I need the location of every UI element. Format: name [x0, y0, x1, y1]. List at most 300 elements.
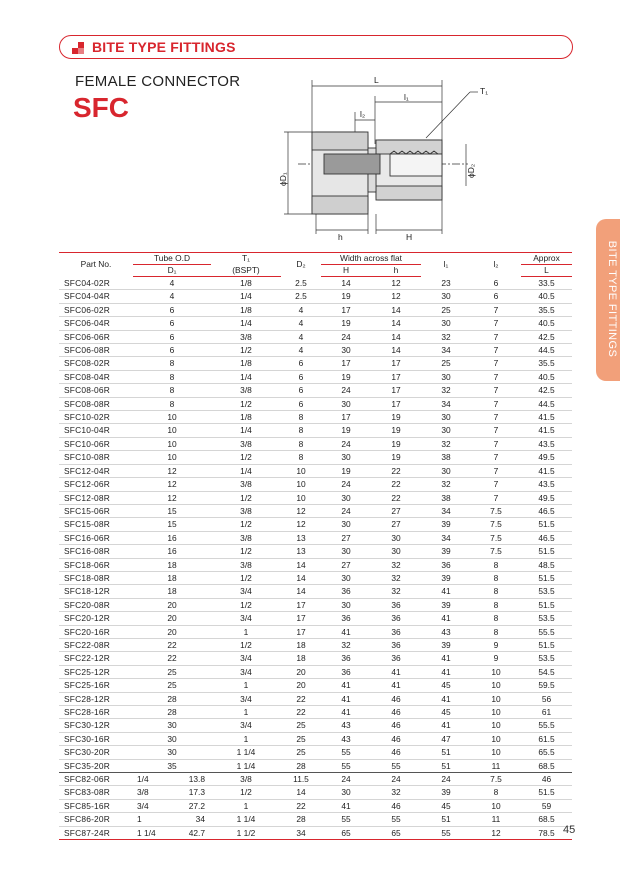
table-row	[59, 451, 572, 464]
table-cell: 3/8	[211, 478, 281, 491]
table-cell: 24	[321, 504, 371, 517]
table-cell: 41	[321, 799, 371, 812]
table-cell: 10	[471, 692, 521, 705]
table-cell: 7	[471, 437, 521, 450]
table-cell: 19	[321, 464, 371, 477]
table-cell: 14	[371, 344, 421, 357]
table-cell: 59	[521, 799, 572, 812]
table-cell: 7.5	[471, 518, 521, 531]
table-cell: 41	[321, 679, 371, 692]
table-cell: 8	[281, 411, 321, 424]
dim-l2-label: l₂	[360, 109, 366, 119]
table-cell: 30	[321, 344, 371, 357]
table-cell: 46	[371, 692, 421, 705]
table-cell: 14	[281, 786, 321, 799]
table-cell: 41	[421, 652, 471, 665]
section-header	[59, 35, 573, 59]
table-row	[59, 545, 572, 558]
table-cell: 8	[133, 357, 211, 370]
table-cell: 6	[133, 344, 211, 357]
table-cell: 10	[471, 706, 521, 719]
table-cell: 3/8	[211, 330, 281, 343]
table-cell: 53.5	[521, 652, 572, 665]
table-cell: 2.5	[281, 290, 321, 303]
table-row	[59, 706, 572, 719]
table-cell: 8	[281, 424, 321, 437]
part-number-cell: SFC83-08R	[59, 786, 133, 799]
col-tube-od: Tube O.D	[133, 253, 211, 265]
table-cell: 20	[133, 612, 211, 625]
table-row	[59, 491, 572, 504]
table-cell: 25	[281, 746, 321, 759]
table-row	[59, 424, 572, 437]
table-cell: 30	[133, 746, 211, 759]
table-cell: 46	[371, 746, 421, 759]
table-cell: 38	[421, 451, 471, 464]
table-cell: 46	[521, 773, 572, 786]
table-cell: 6	[281, 384, 321, 397]
part-number-cell: SFC08-04R	[59, 370, 133, 383]
table-cell: 55.5	[521, 719, 572, 732]
table-cell: 1/8	[211, 277, 281, 290]
dim-l1-label: l₁	[404, 92, 409, 102]
col-d1: D₁	[133, 265, 211, 277]
table-cell: 3/4	[211, 692, 281, 705]
table-cell: 19	[371, 411, 421, 424]
table-cell: 22	[281, 706, 321, 719]
table-cell: 1/8	[211, 303, 281, 316]
part-number-cell: SFC20-08R	[59, 598, 133, 611]
table-cell: 45	[421, 799, 471, 812]
table-cell: 27	[371, 518, 421, 531]
table-cell: 40.5	[521, 290, 572, 303]
table-cell: 3/4	[211, 719, 281, 732]
table-cell: 4	[281, 317, 321, 330]
part-number-cell: SFC18-06R	[59, 558, 133, 571]
table-cell: 28	[281, 813, 321, 826]
table-cell: 24	[321, 437, 371, 450]
table-cell: 7	[471, 344, 521, 357]
col-approx: Approx	[521, 253, 572, 265]
part-number-cell: SFC20-12R	[59, 612, 133, 625]
table-cell: 11	[471, 759, 521, 772]
table-cell: 12	[371, 290, 421, 303]
table-row	[59, 598, 572, 611]
table-cell: 1	[133, 813, 171, 826]
table-cell: 7.5	[471, 531, 521, 544]
table-cell: 14	[281, 585, 321, 598]
table-cell: 2.5	[281, 277, 321, 290]
table-cell: 40.5	[521, 370, 572, 383]
table-cell: 3/8	[211, 773, 281, 786]
table-cell: 1 1/4	[211, 759, 281, 772]
table-cell: 41	[321, 625, 371, 638]
table-cell: 8	[471, 625, 521, 638]
part-number-cell: SFC86-20R	[59, 813, 133, 826]
table-cell: 17	[371, 397, 421, 410]
table-row	[59, 679, 572, 692]
table-row	[59, 303, 572, 316]
table-cell: 30	[321, 545, 371, 558]
table-cell: 51.5	[521, 598, 572, 611]
table-cell: 36	[321, 585, 371, 598]
table-cell: 7	[471, 411, 521, 424]
table-row	[59, 786, 572, 799]
table-cell: 1/4	[211, 424, 281, 437]
table-row	[59, 799, 572, 812]
table-cell: 6	[281, 357, 321, 370]
table-cell: 1/2	[211, 571, 281, 584]
table-row	[59, 732, 572, 745]
table-cell: 32	[421, 384, 471, 397]
table-cell: 43.5	[521, 437, 572, 450]
table-cell: 17	[371, 370, 421, 383]
part-number-cell: SFC25-16R	[59, 679, 133, 692]
table-cell: 30	[421, 411, 471, 424]
table-cell: 45	[421, 679, 471, 692]
table-cell: 1/2	[211, 518, 281, 531]
part-number-cell: SFC85-16R	[59, 799, 133, 812]
table-cell: 41.5	[521, 464, 572, 477]
table-cell: 22	[133, 652, 211, 665]
table-cell: 55	[371, 813, 421, 826]
table-cell: 19	[321, 370, 371, 383]
table-cell: 30	[321, 598, 371, 611]
table-row	[59, 478, 572, 491]
part-number-cell: SFC08-06R	[59, 384, 133, 397]
part-number-cell: SFC12-08R	[59, 491, 133, 504]
table-cell: 12	[133, 478, 211, 491]
table-cell: 4	[133, 277, 211, 290]
table-row	[59, 692, 572, 705]
table-cell: 6	[281, 397, 321, 410]
part-number-cell: SFC18-08R	[59, 571, 133, 584]
dim-D1-label: ϕD₁	[278, 172, 288, 186]
table-cell: 3/8	[211, 504, 281, 517]
table-cell: 20	[133, 625, 211, 638]
table-cell: 43	[321, 732, 371, 745]
table-cell: 33.5	[521, 277, 572, 290]
table-cell: 7.5	[471, 773, 521, 786]
table-cell: 18	[281, 652, 321, 665]
table-row	[59, 571, 572, 584]
table-cell: 35.5	[521, 357, 572, 370]
table-cell: 1 1/4	[211, 746, 281, 759]
table-cell: 55	[321, 759, 371, 772]
table-cell: 45	[421, 706, 471, 719]
table-cell: 18	[281, 638, 321, 651]
table-cell: 51.5	[521, 545, 572, 558]
table-cell: 51.5	[521, 518, 572, 531]
table-cell: 65	[321, 826, 371, 839]
part-number-cell: SFC20-16R	[59, 625, 133, 638]
table-cell: 46	[371, 706, 421, 719]
table-cell: 10	[281, 491, 321, 504]
table-row	[59, 625, 572, 638]
table-cell: 24	[321, 330, 371, 343]
table-cell: 61.5	[521, 732, 572, 745]
table-cell: 51.5	[521, 786, 572, 799]
table-cell: 17	[321, 411, 371, 424]
table-cell: 18	[133, 571, 211, 584]
table-cell: 3/4	[211, 612, 281, 625]
table-cell: 10	[471, 746, 521, 759]
table-cell: 41	[321, 706, 371, 719]
table-cell: 55	[321, 746, 371, 759]
table-cell: 1/4	[211, 464, 281, 477]
table-cell: 1/4	[211, 290, 281, 303]
table-cell: 30	[321, 571, 371, 584]
table-cell: 15	[133, 518, 211, 531]
table-cell: 8	[471, 558, 521, 571]
table-cell: 20	[281, 665, 321, 678]
table-cell: 24	[371, 773, 421, 786]
table-cell: 36	[321, 665, 371, 678]
table-cell: 3/8	[211, 531, 281, 544]
table-row	[59, 612, 572, 625]
table-cell: 13	[281, 531, 321, 544]
table-cell: 30	[321, 518, 371, 531]
table-cell: 6	[133, 330, 211, 343]
part-number-cell: SFC25-12R	[59, 665, 133, 678]
table-cell: 41.5	[521, 411, 572, 424]
table-cell: 17	[321, 357, 371, 370]
dim-h-label: h	[338, 232, 343, 242]
table-row	[59, 397, 572, 410]
table-cell: 41	[421, 692, 471, 705]
table-cell: 17	[371, 357, 421, 370]
table-cell: 53.5	[521, 585, 572, 598]
table-cell: 35.5	[521, 303, 572, 316]
table-cell: 30	[133, 719, 211, 732]
part-number-cell: SFC30-16R	[59, 732, 133, 745]
table-cell: 19	[371, 451, 421, 464]
table-cell: 41	[421, 719, 471, 732]
side-section-tab[interactable]	[596, 219, 620, 381]
table-cell: 46	[371, 732, 421, 745]
table-cell: 41	[371, 665, 421, 678]
table-cell: 43.5	[521, 478, 572, 491]
table-cell: 27.2	[171, 799, 211, 812]
brand-logo-icon	[72, 42, 84, 54]
table-cell: 10	[471, 665, 521, 678]
table-cell: 51	[421, 746, 471, 759]
table-cell: 14	[371, 330, 421, 343]
table-cell: 13.8	[171, 773, 211, 786]
table-cell: 1	[211, 799, 281, 812]
table-cell: 1	[211, 706, 281, 719]
table-row	[59, 344, 572, 357]
table-cell: 17	[281, 598, 321, 611]
table-cell: 39	[421, 638, 471, 651]
table-row	[59, 317, 572, 330]
table-cell: 7.5	[471, 545, 521, 558]
table-cell: 30	[321, 397, 371, 410]
table-cell: 22	[281, 692, 321, 705]
part-number-cell: SFC16-06R	[59, 531, 133, 544]
dim-T1-label: T₁	[480, 86, 489, 96]
table-cell: 27	[321, 531, 371, 544]
table-cell: 30	[321, 491, 371, 504]
table-cell: 8	[471, 612, 521, 625]
table-row	[59, 638, 572, 651]
part-number-cell: SFC10-06R	[59, 437, 133, 450]
product-code: SFC	[73, 92, 129, 123]
table-cell: 1	[211, 732, 281, 745]
part-number-cell: SFC30-12R	[59, 719, 133, 732]
table-cell: 1/2	[211, 786, 281, 799]
table-cell: 15	[133, 504, 211, 517]
table-cell: 10	[133, 451, 211, 464]
table-cell: 14	[321, 277, 371, 290]
table-cell: 51	[421, 813, 471, 826]
specification-table	[59, 252, 572, 840]
table-cell: 8	[471, 571, 521, 584]
table-cell: 10	[471, 679, 521, 692]
table-cell: 25	[133, 665, 211, 678]
part-number-cell: SFC12-04R	[59, 464, 133, 477]
part-number-cell: SFC87-24R	[59, 826, 133, 839]
table-cell: 6	[133, 317, 211, 330]
table-cell: 47	[421, 732, 471, 745]
table-cell: 30	[371, 545, 421, 558]
table-cell: 18	[133, 558, 211, 571]
table-row	[59, 585, 572, 598]
table-cell: 41	[421, 585, 471, 598]
part-number-cell: SFC04-04R	[59, 290, 133, 303]
table-cell: 11.5	[281, 773, 321, 786]
table-cell: 30	[421, 464, 471, 477]
part-number-cell: SFC10-02R	[59, 411, 133, 424]
table-cell: 25	[281, 732, 321, 745]
table-cell: 6	[281, 370, 321, 383]
table-cell: 34	[421, 504, 471, 517]
table-cell: 22	[371, 478, 421, 491]
table-cell: 7	[471, 464, 521, 477]
part-number-cell: SFC10-08R	[59, 451, 133, 464]
col-part-no: Part No.	[59, 253, 133, 277]
table-cell: 4	[281, 344, 321, 357]
table-cell: 10	[133, 411, 211, 424]
table-row	[59, 746, 572, 759]
table-cell: 3/8	[211, 384, 281, 397]
table-cell: 11	[471, 813, 521, 826]
table-cell: 8	[471, 598, 521, 611]
table-row	[59, 826, 572, 839]
table-row	[59, 652, 572, 665]
table-cell: 56	[521, 692, 572, 705]
table-row	[59, 330, 572, 343]
table-cell: 7	[471, 451, 521, 464]
part-number-cell: SFC16-08R	[59, 545, 133, 558]
table-cell: 41	[421, 612, 471, 625]
table-cell: 14	[371, 317, 421, 330]
table-cell: 14	[281, 558, 321, 571]
table-cell: 39	[421, 786, 471, 799]
table-cell: 42.7	[171, 826, 211, 839]
table-cell: 10	[133, 424, 211, 437]
part-number-cell: SFC12-06R	[59, 478, 133, 491]
table-cell: 65	[371, 826, 421, 839]
table-row	[59, 437, 572, 450]
table-cell: 17.3	[171, 786, 211, 799]
table-cell: 55	[371, 759, 421, 772]
table-row	[59, 504, 572, 517]
table-cell: 39	[421, 545, 471, 558]
table-cell: 46	[371, 799, 421, 812]
part-number-cell: SFC06-02R	[59, 303, 133, 316]
table-cell: 12	[281, 504, 321, 517]
table-cell: 1 1/4	[211, 813, 281, 826]
table-cell: 12	[133, 464, 211, 477]
side-tab-label: BITE TYPE FITTINGS	[606, 240, 618, 358]
table-cell: 46	[371, 719, 421, 732]
table-cell: 41.5	[521, 424, 572, 437]
table-cell: 51	[421, 759, 471, 772]
table-cell: 1/2	[211, 344, 281, 357]
table-cell: 22	[371, 464, 421, 477]
table-cell: 3/4	[133, 799, 171, 812]
part-number-cell: SFC06-08R	[59, 344, 133, 357]
table-cell: 34	[281, 826, 321, 839]
table-cell: 19	[371, 437, 421, 450]
part-number-cell: SFC06-04R	[59, 317, 133, 330]
table-cell: 17	[321, 303, 371, 316]
col-width-across-flat: Width across flat	[321, 253, 421, 265]
table-row	[59, 719, 572, 732]
table-cell: 8	[133, 384, 211, 397]
table-cell: 1 1/4	[133, 826, 171, 839]
table-cell: 32	[421, 330, 471, 343]
table-cell: 1/2	[211, 397, 281, 410]
part-number-cell: SFC35-20R	[59, 759, 133, 772]
table-cell: 30	[421, 317, 471, 330]
table-cell: 42.5	[521, 384, 572, 397]
dim-H-label: H	[406, 232, 413, 242]
table-row	[59, 411, 572, 424]
table-cell: 34	[421, 344, 471, 357]
table-cell: 28	[133, 706, 211, 719]
table-cell: 22	[281, 799, 321, 812]
table-cell: 36	[371, 625, 421, 638]
table-cell: 7	[471, 491, 521, 504]
table-row	[59, 773, 572, 786]
table-cell: 49.5	[521, 491, 572, 504]
table-cell: 10	[281, 464, 321, 477]
table-cell: 24	[321, 773, 371, 786]
col-h: h	[371, 265, 421, 277]
table-cell: 7.5	[471, 504, 521, 517]
table-cell: 51.5	[521, 571, 572, 584]
table-cell: 3/4	[211, 665, 281, 678]
table-cell: 1	[211, 625, 281, 638]
table-cell: 3/4	[211, 585, 281, 598]
table-cell: 32	[421, 478, 471, 491]
table-cell: 30	[421, 424, 471, 437]
table-cell: 10	[281, 478, 321, 491]
table-cell: 25	[421, 357, 471, 370]
table-cell: 53.5	[521, 612, 572, 625]
table-cell: 28	[133, 692, 211, 705]
table-cell: 14	[371, 303, 421, 316]
col-bspt: (BSPT)	[211, 265, 281, 277]
product-subtitle: FEMALE CONNECTOR	[75, 73, 241, 90]
table-cell: 24	[421, 773, 471, 786]
table-cell: 10	[471, 732, 521, 745]
table-cell: 46.5	[521, 504, 572, 517]
part-number-cell: SFC22-12R	[59, 652, 133, 665]
table-cell: 8	[471, 786, 521, 799]
